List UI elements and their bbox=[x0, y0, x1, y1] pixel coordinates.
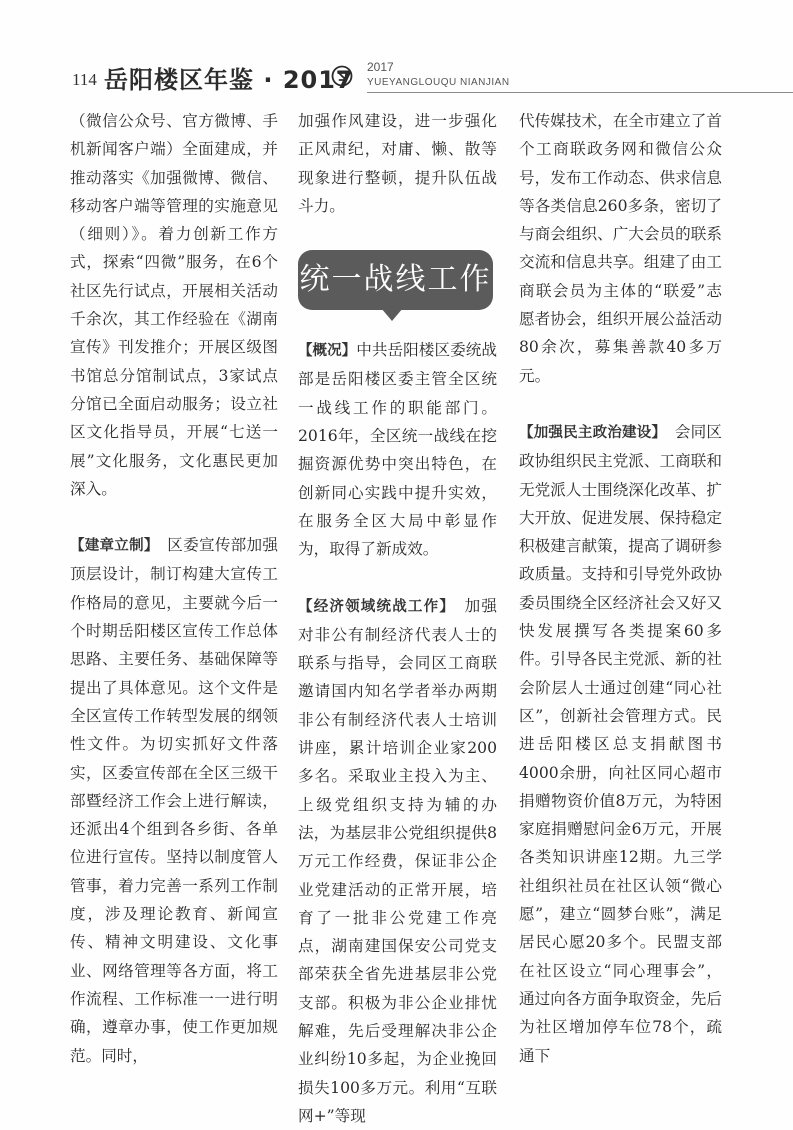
paragraph: 【建章立制】 区委宣传部加强顶层设计，制订构建大宣传工作格局的意见，主要就今后一个时期岳阳楼区宣传工作总体思路、主要任务、基础保障等提出了具体意见。这个文件是全区宣传工作转型发展的纲领性文件。为切实抓好文件落实，区委宣传部在全区三级干部暨经济工作会上进行解读，还派出4个组到各乡街、各单位进行宣传。坚持以制度管人管事，着力完善一系列工作制度，涉及理论教育、新闻宣传、精神文明建设、文化事业、网络管理等各方面，将工作流程、工作标准一一进行明确，遵章办事，使工作更加规范。同时， bbox=[70, 536, 278, 1065]
book-title: 岳阳楼区年鉴 · 2017 bbox=[104, 66, 354, 94]
header-pinyin: YUEYANGLOUQU NIANJIAN bbox=[367, 77, 510, 88]
text-column-middle bbox=[298, 107, 497, 1130]
paragraph: 代传媒技术，在全市建立了首个工商联政务网和微信公众号，发布工作动态、供求信息等各类信息260多条，密切了与商会组织、广大会员的联系交流和信息共享。组建了由工商联会员为主体的“联爱”志愿者协会，组织开展公益活动80余次，募集善款40多万元。 bbox=[519, 112, 722, 385]
bubble-pointer bbox=[381, 308, 403, 321]
section-tag: 【建章立制】 bbox=[70, 538, 152, 555]
paragraph: 加强作风建设，进一步强化正风肃纪，对庸、懒、散等现象进行整顿，提升队伍战斗力。 bbox=[298, 112, 497, 215]
text-column-left bbox=[70, 107, 278, 1070]
page-number: 114 bbox=[72, 70, 97, 89]
section-tag: 【加强民主政治建设】 bbox=[519, 424, 659, 441]
page-header bbox=[0, 0, 793, 110]
header-divider bbox=[367, 92, 793, 93]
section-title: 统一战线工作 bbox=[299, 262, 492, 298]
paragraph: 【加强民主政治建设】 会同区政协组织民主党派、工商联和无党派人士围绕深化改革、扩大开放、促进发展、保持稳定积极建言献策，提高了调研参政质量。支持和引导党外政协委员围绕全区经济社会又好又快发展撰写各类提案60多件。引导各民主党派、新的社会阶层人士通过创建“同心社区”，创新社会管理方式。民进岳阳楼区总支捐献图书4000余册，向社区同心超市捐赠物资价值8万元，为特困家庭捐赠慰问金6万元，开展各类知识讲座12期。九三学社组织社员在社区认领“微心愿”，建立“圆梦台账”，满足居民心愿20多个。民盟支部在社区设立“同心理事会”，通过向各方面争取资金，先后为社区增加停车位78个，疏通下 bbox=[519, 422, 722, 1065]
text-column-right bbox=[519, 107, 722, 1070]
paragraph: （微信公众号、官方微博、手机新闻客户端）全面建成，并推动落实《加强微博、微信、移动客户端等管理的实施意见（细则）》。着力创新工作方式，探索“四微”服务，在6个社区先行试点，开展相关活动千余次，其工作经验在《湖南宣传》刊发推介；开展区级图书馆总分馆制试点，3家试点分馆已全面启动服务；设立社区文化指导员，开展“七送一展”文化服务，文化惠民更加深入。 bbox=[70, 112, 278, 498]
circle-arrow-icon bbox=[331, 65, 353, 87]
section-heading-bubble bbox=[298, 250, 493, 310]
paragraph: 【概况】中共岳阳楼区委统战部是岳阳楼区委主管全区统一战线工作的职能部门。2016年，全区统一战线在挖掘资源优势中突出特色，在创新同心实践中提升实效，在服务全区大局中彰显作为，取得了新成效。 bbox=[298, 341, 497, 559]
section-tag: 【概况】 bbox=[298, 343, 357, 360]
paragraph: 【经济领域统战工作】 加强对非公有制经济代表人士的联系与指导，会同区工商联邀请国内知名学者举办两期非公有制经济代表人士培训讲座，累计培训企业家200多名。采取业主投入为主、上级党组织支持为辅的办法，为基层非公党组织提供8万元工作经费，保证非公企业党建活动的正常开展，培育了一批非公党建工作亮点，湖南建国保安公司党支部荣获全省先进基层非公党支部。积极为非公企业排忧解难，先后受理解决非公企业纠纷10多起，为企业挽回损失100多万元。利用“互联网+”等现 bbox=[298, 596, 497, 1125]
section-tag: 【经济领域统战工作】 bbox=[298, 598, 448, 615]
header-year: 2017 bbox=[367, 60, 394, 74]
